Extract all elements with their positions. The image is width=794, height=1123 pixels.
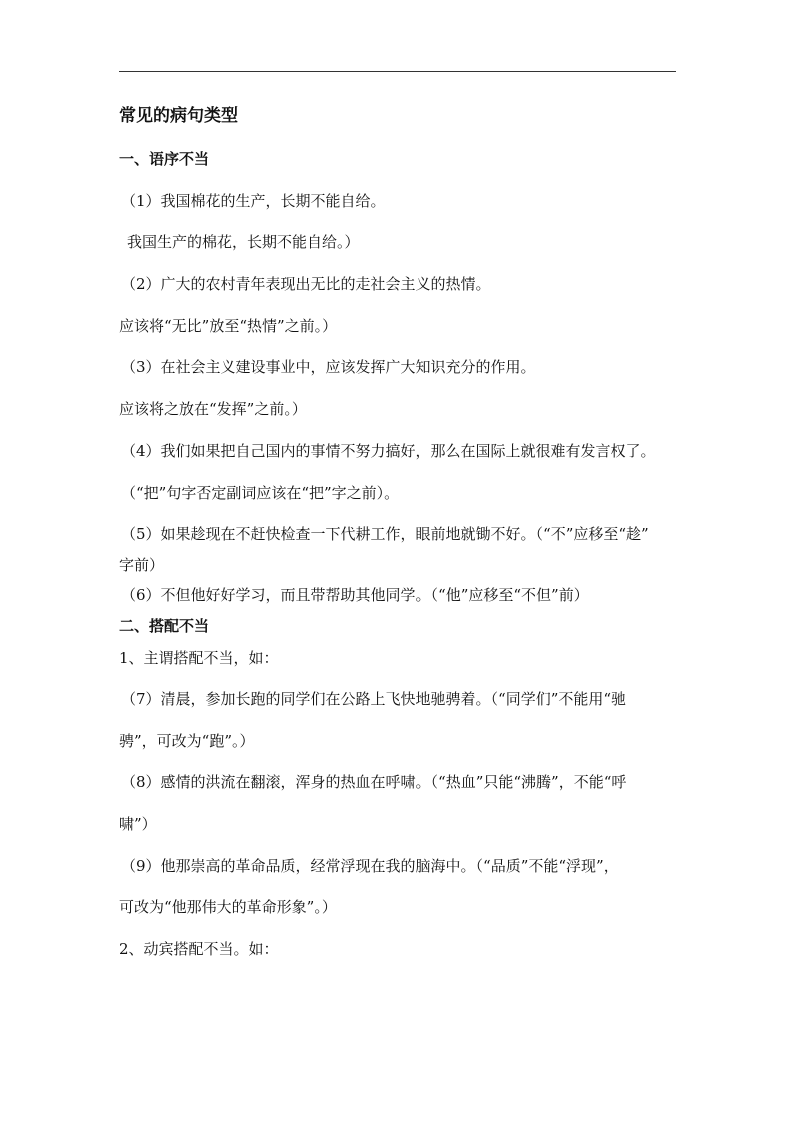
header-rule bbox=[119, 71, 676, 72]
example-line: （3）在社会主义建设事业中，应该发挥广大知识充分的作用。 bbox=[121, 358, 536, 376]
example-line: 应该将之放在“发挥”之前。） bbox=[119, 400, 307, 418]
subsection-heading: 1、主谓搭配不当，如： bbox=[119, 649, 279, 667]
example-line: 啸”） bbox=[119, 815, 157, 833]
example-line: 字前） bbox=[119, 556, 165, 574]
section-heading-word-order: 一、语序不当 bbox=[119, 150, 210, 168]
example-line: 可改为“他那伟大的革命形象”。） bbox=[119, 898, 337, 916]
example-line: （6）不但他好好学习，而且带帮助其他同学。（“他”应移至“不但”前） bbox=[121, 586, 589, 604]
example-line: 应该将“无比”放至“热情”之前。） bbox=[119, 317, 338, 335]
example-line: （9）他那崇高的革命品质，经常浮现在我的脑海中。（“品质”不能“浮现”， bbox=[121, 857, 619, 875]
example-line: （7）清晨，参加长跑的同学们在公路上飞快地驰骋着。（“同学们”不能用“驰 bbox=[121, 690, 627, 708]
section-heading-collocation: 二、搭配不当 bbox=[119, 617, 210, 635]
example-line: （4）我们如果把自己国内的事情不努力搞好，那么在国际上就很难有发言权了。 bbox=[121, 442, 656, 460]
example-line: （8）感情的洪流在翻滚，浑身的热血在呼啸。（“热血”只能“沸腾”，不能“呼 bbox=[121, 773, 627, 791]
example-line: 骋”，可改为“跑”。） bbox=[119, 732, 255, 750]
example-line: （1）我国棉花的生产，长期不能自给。 bbox=[121, 192, 386, 210]
example-line: （2）广大的农村青年表现出无比的走社会主义的热情。 bbox=[121, 275, 491, 293]
example-line: （5）如果趁现在不赶快检查一下代耕工作，眼前地就锄不好。（“不”应移至“趁” bbox=[121, 525, 649, 543]
example-line: 我国生产的棉花，长期不能自给。） bbox=[127, 233, 360, 251]
example-line: （“把”句字否定副词应该在“把”字之前）。 bbox=[121, 484, 400, 502]
subsection-heading: 2、动宾搭配不当。如： bbox=[119, 940, 279, 958]
page-title: 常见的病句类型 bbox=[119, 106, 238, 126]
